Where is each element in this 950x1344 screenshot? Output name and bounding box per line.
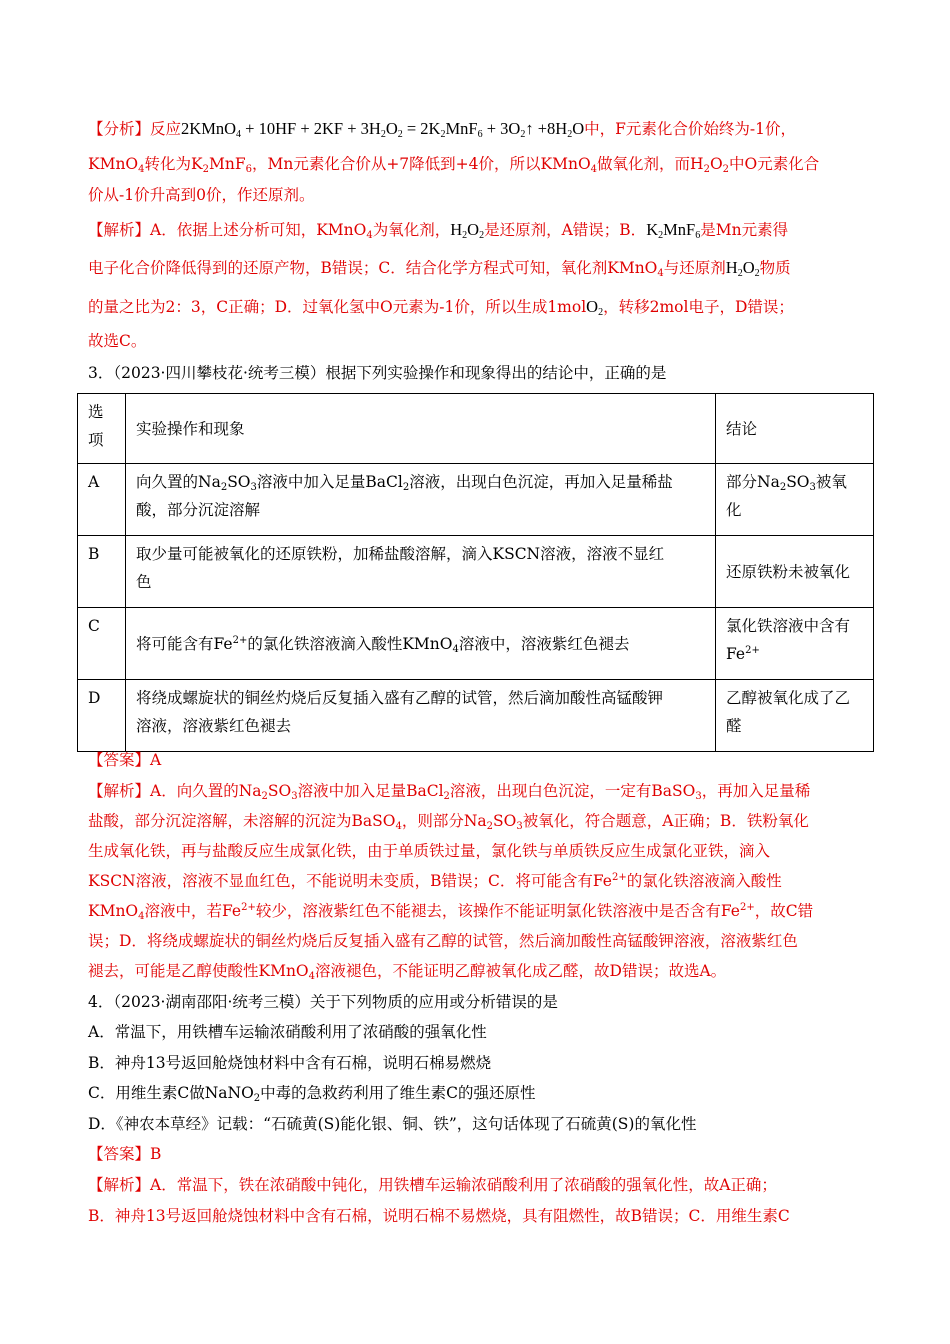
explain1-line-3: 的量之比为2：3，C正确；D．过氧化氢中O元素为-1价，所以生成1molO$_2$，转移2mol电子，D错误； bbox=[88, 297, 794, 318]
q3-explain-line: 生成氧化铁，再与盐酸反应生成氯化铁，由于单质铁过量，氯化铁与单质铁反应生成氯化亚铁，滴入 bbox=[88, 842, 771, 860]
q3-explain-line: 误；D．将绕成螺旋状的铜丝灼烧后反复插入盛有乙醇的试管，然后滴加酸性高锰酸钾溶液，溶液紫红色 bbox=[88, 932, 798, 950]
analysis-line-3: 价从-1价升高到0价，作还原剂。 bbox=[88, 186, 315, 204]
q3-explain-line: 盐酸，部分沉淀溶解，未溶解的沉淀为BaSO$_4$，则部分$Na_2SO_3$被氧化，符合题意，A正确；B．铁粉氧化 bbox=[88, 812, 809, 832]
q4-option-c: C．用维生素C做NaNO$_2$中毒的急救药利用了维生素C的强还原性 bbox=[88, 1084, 536, 1104]
q4-option-b: B．神舟13号返回舱烧蚀材料中含有石棉，说明石棉易燃烧 bbox=[88, 1054, 492, 1072]
q4-option-a: A．常温下，用铁槽车运输浓硝酸利用了浓硝酸的强氧化性 bbox=[88, 1023, 487, 1041]
q4-explain-line: B．神舟13号返回舱烧蚀材料中含有石棉，说明石棉不易燃烧，具有阻燃性，故B错误；C．用维生素C bbox=[88, 1207, 790, 1225]
explain1-line-4: 故选C。 bbox=[88, 332, 147, 350]
q3-explain-line: 【解析】A．向久置的$Na_2SO_3$溶液中加入足量BaCl$_2$溶液，出现白色沉淀，一定有BaSO$_3$，再加入足量稀 bbox=[88, 782, 811, 802]
table-row: B 取少量可能被氧化的还原铁粉，加稀盐酸溶解，滴入KSCN溶液，溶液不显红 色 还原铁粉未被氧化 bbox=[78, 536, 874, 608]
q3-explain-line: KMnO$_4$溶液中，若$Fe^{2+}$较少，溶液紫红色不能褪去，该操作不能证明氯化铁溶液中是否含有$Fe^{2+}$，故C错 bbox=[88, 902, 814, 922]
header-option: 选 项 bbox=[78, 394, 126, 464]
table-row: A 向久置的$Na_2SO_3$溶液中加入足量BaCl$_2$溶液，出现白色沉淀，再加入足量稀盐 酸，部分沉淀溶解 部分$Na_2SO_3$被氧 化 bbox=[78, 464, 874, 536]
q4-option-d: D．《神农本草经》记载：“石硫黄(S)能化银、铜、铁”，这句话体现了石硫黄(S)的氧化性 bbox=[88, 1115, 697, 1133]
q3-answer: 【答案】A bbox=[88, 751, 162, 769]
table-header-row bbox=[78, 394, 874, 464]
q3-explain-line: 褪去，可能是乙醇使酸性KMnO$_4$溶液褪色，不能证明乙醇被氧化成乙醛，故D错误；故选A。 bbox=[88, 962, 727, 982]
explain1-line-2: 电子化合价降低得到的还原产物，B错误；C．结合化学方程式可知，氧化剂KMnO$_4$与还原剂$H_2O_2$物质 bbox=[88, 258, 791, 279]
question-4-title: 4．（2023·湖南邵阳·统考三模）关于下列物质的应用或分析错误的是 bbox=[88, 993, 558, 1011]
table-row: C 将可能含有$Fe^{2+}$的氯化铁溶液滴入酸性KMnO$_4$溶液中，溶液紫红色褪去 氯化铁溶液中含有 $Fe^{2+}$ bbox=[78, 608, 874, 680]
explain1-line-1: 【解析】A．依据上述分析可知，KMnO$_4$为氧化剂，$H_2O_2$是还原剂，A错误；B．$K_2MnF_6$是Mn元素得 bbox=[88, 220, 789, 241]
analysis-line-1: 【分析】反应2KMnO$_4$ + $10HF + 2KF + 3H_2O_2 = 2K_2MnF_6$ + $3O_2↑ +8H_2O$中，F元素化合价始终为-1价， bbox=[88, 119, 796, 140]
question-3-title: 3．（2023·四川攀枝花·统考三模）根据下列实验操作和现象得出的结论中，正确的是 bbox=[88, 364, 667, 382]
header-conclusion: 结论 bbox=[716, 394, 874, 464]
q4-explain-line: 【解析】A．常温下，铁在浓硝酸中钝化，用铁槽车运输浓硝酸利用了浓硝酸的强氧化性，故A正确； bbox=[88, 1176, 777, 1194]
reaction-equation: 2KMnO$_4$ + $10HF + 2KF + 3H_2O_2 = 2K_2MnF_6$ + $3O_2↑ +8H_2O$ bbox=[181, 119, 585, 140]
experiment-table bbox=[77, 393, 874, 752]
analysis-line-2: KMnO$_4$转化为$K_2MnF_6$，Mn元素化合价从+7降低到+4价，所以KMnO$_4$做氧化剂，而$H_2O_2$中O元素化合 bbox=[88, 155, 820, 175]
q3-explain-line: KSCN溶液，溶液不显血红色，不能说明未变质，B错误；C．将可能含有$Fe^{2+}$的氯化铁溶液滴入酸性 bbox=[88, 872, 782, 890]
header-operation: 实验操作和现象 bbox=[126, 394, 716, 464]
q4-answer: 【答案】B bbox=[88, 1145, 162, 1163]
table-row: D 将绕成螺旋状的铜丝灼烧后反复插入盛有乙醇的试管，然后滴加酸性高锰酸钾 溶液，溶液紫红色褪去 乙醇被氧化成了乙 醛 bbox=[78, 680, 874, 752]
